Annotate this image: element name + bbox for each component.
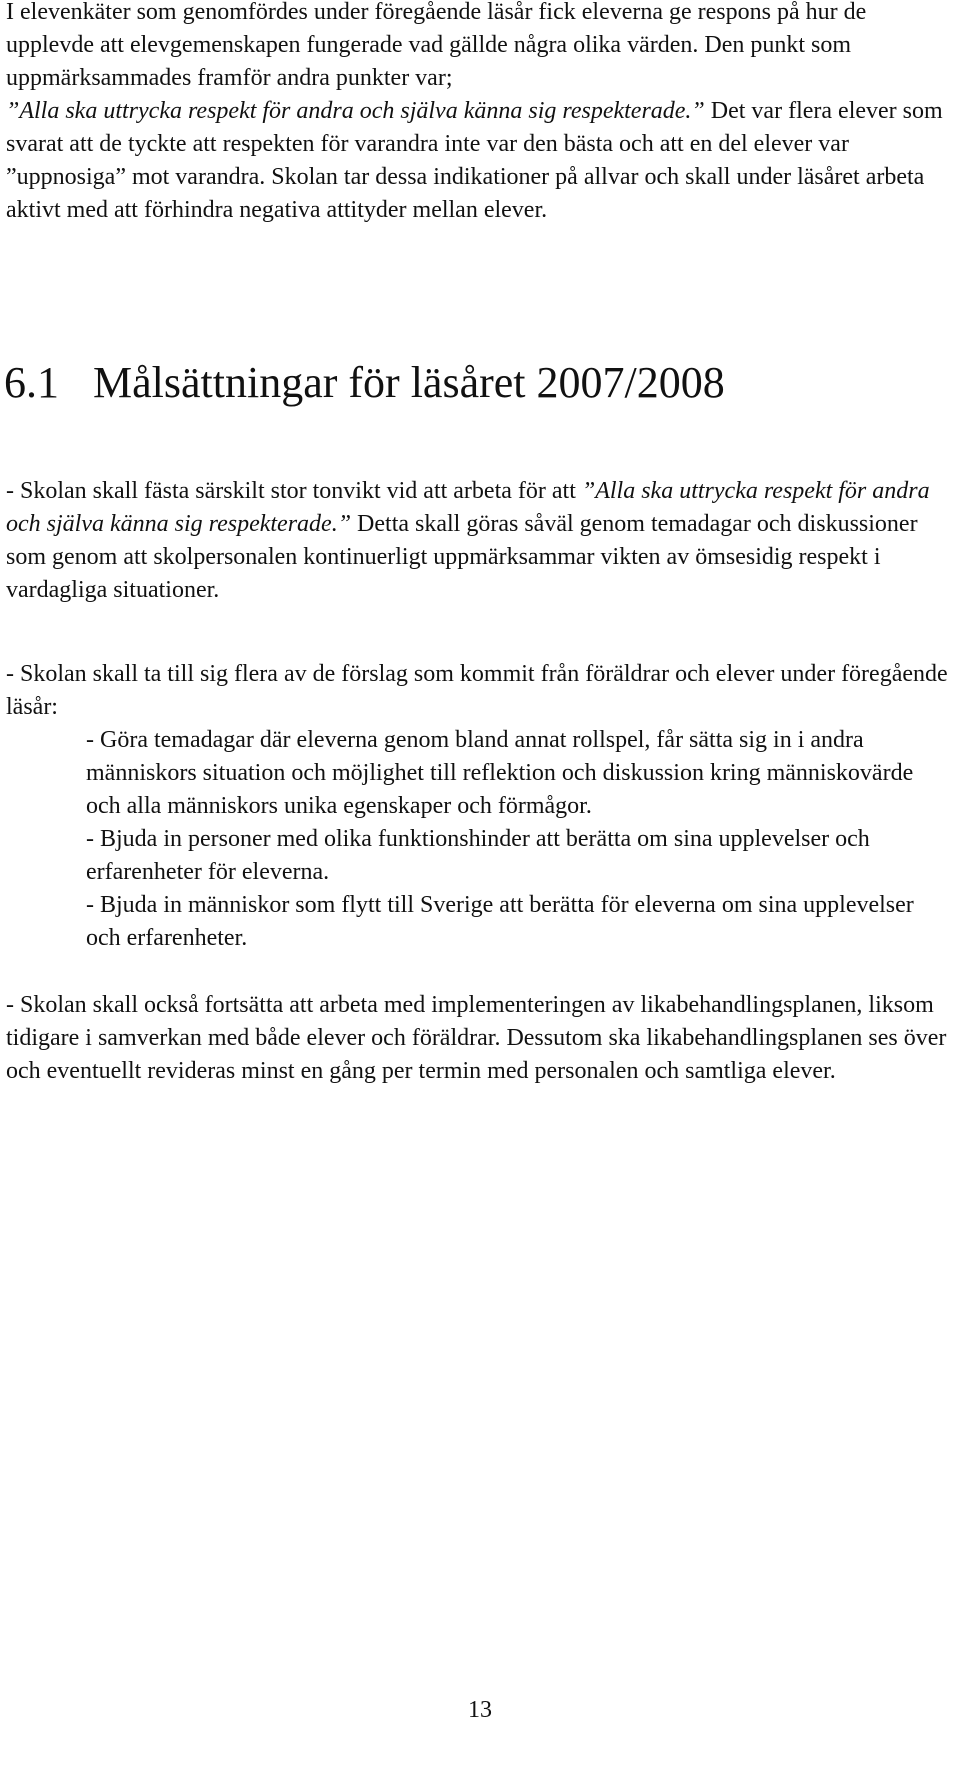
goal-paragraph-equality-plan: - Skolan skall också fortsätta att arbeta med implementeringen av likabehandlingsplanen, liksom tidigare i samverkan med både elever och föräldrar. Dessutom ska likabehandlingsplanen ses över och eventuellt revideras minst en gång per termin med personalen och samtliga elever. (6, 992, 947, 1084)
suggestion-item-refugees: - Bjuda in människor som flytt till Sverige att berätta för eleverna om sina upplevelser och erfarenheter. (86, 892, 914, 951)
section-title: Målsättningar för läsåret 2007/2008 (93, 358, 725, 407)
section-heading (4, 355, 944, 411)
goal-respect-quote: ”Alla ska uttrycka respekt för andra och själva känna sig respekterade.” (6, 478, 930, 537)
goal-paragraph-suggestions: - Skolan skall ta till sig flera av de förslag som kommit från föräldrar och elever under föregående läsår: (6, 661, 948, 720)
goal-respect-rest: Detta skall göras såväl genom temadagar och diskussioner som genom att skolpersonalen kontinuerligt uppmärksammar vikten av ömsesidig respekt i vardagliga situationer. (6, 511, 918, 603)
suggestion-item-disabilities: - Bjuda in personer med olika funktionshinder att berätta om sina upplevelser och erfarenheter för eleverna. (86, 826, 870, 885)
goal-paragraph-respect (6, 475, 950, 607)
intro-rest: Det var flera elever som svarat att de tyckte att respekten för varandra inte var den bästa och att en del elever var ”uppnosiga” mot varandra. Skolan tar dessa indikationer på allvar och skall under läsåret arbeta aktivt med att förhindra negativa attityder mellan elever. (6, 98, 943, 223)
page-number: 13 (468, 1697, 492, 1723)
intro-paragraph (6, 0, 950, 227)
suggestion-item-theme-days: - Göra temadagar där eleverna genom bland annat rollspel, får sätta sig in i andra människors situation och möjlighet till reflektion och diskussion kring människovärde och alla människors unika egenskaper och förmågor. (86, 727, 914, 819)
intro-lead: I elevenkäter som genomfördes under föregående läsår fick eleverna ge respons på hur de upplevde att elevgemenskapen fungerade vad gällde några olika värden. Den punkt som uppmärksammades framför andra punkter var; (6, 0, 867, 91)
intro-quote: ”Alla ska uttrycka respekt för andra och själva känna sig respekterade.” (6, 98, 705, 124)
section-number: 6.1 (4, 358, 59, 407)
goal-respect-lead: - Skolan skall fästa särskilt stor tonvikt vid att arbeta för att (6, 478, 582, 504)
